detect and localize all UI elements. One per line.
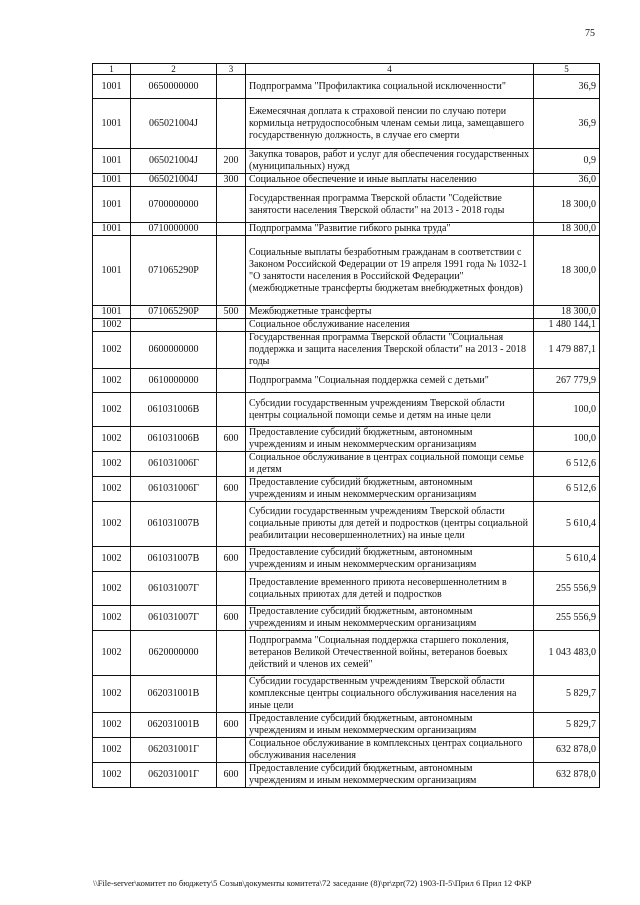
- cell-c4: Подпрограмма "Социальная поддержка семей с детьми": [246, 369, 534, 393]
- cell-c3: [217, 332, 246, 369]
- cell-c4: Предоставление субсидий бюджетным, автономным учреждениям и иным некоммерческим организациям: [246, 427, 534, 452]
- cell-c3: [217, 99, 246, 149]
- cell-c3: [217, 236, 246, 306]
- cell-c2: 061031007B: [131, 502, 217, 547]
- table-row: [93, 606, 600, 631]
- cell-c2: 061031007Г: [131, 572, 217, 606]
- cell-c5: 6 512,6: [534, 452, 600, 477]
- cell-c4: Субсидии государственным учреждениям Тверской области социальные приюты для детей и подростков (центры социальной реабилитации несовершеннолетних) на иные цели: [246, 502, 534, 547]
- cell-c5: 18 300,0: [534, 236, 600, 306]
- cell-c2: 0620000000: [131, 631, 217, 676]
- cell-c4: Предоставление субсидий бюджетным, автономным учреждениям и иным некоммерческим организациям: [246, 547, 534, 572]
- cell-c5: 0,9: [534, 149, 600, 174]
- cell-c5: 6 512,6: [534, 477, 600, 502]
- table-row: [93, 223, 600, 236]
- cell-c4: Социальное обслуживание населения: [246, 319, 534, 332]
- cell-c1: 1001: [93, 187, 131, 223]
- cell-c1: 1002: [93, 738, 131, 763]
- cell-c1: 1001: [93, 149, 131, 174]
- cell-c1: 1002: [93, 452, 131, 477]
- cell-c4: Социальное обеспечение и иные выплаты населению: [246, 174, 534, 187]
- cell-c3: 600: [217, 713, 246, 738]
- cell-c4: Социальное обслуживание в комплексных центрах социального обслуживания населения: [246, 738, 534, 763]
- cell-c4: Закупка товаров, работ и услуг для обеспечения государственных (муниципальных) нужд: [246, 149, 534, 174]
- cell-c4: Государственная программа Тверской области "Содействие занятости населения Тверской области" на 2013 - 2018 годы: [246, 187, 534, 223]
- cell-c4: Межбюджетные трансферты: [246, 306, 534, 319]
- cell-c4: Субсидии государственным учреждениям Тверской области центры социальной помощи семье и детям на иные цели: [246, 393, 534, 427]
- table-row: [93, 502, 600, 547]
- cell-c5: 18 300,0: [534, 187, 600, 223]
- table-row: [93, 763, 600, 788]
- cell-c5: 36,9: [534, 75, 600, 99]
- table-row: [93, 369, 600, 393]
- table-row: [93, 676, 600, 713]
- footer-file-path: \\File-server\комитет по бюджету\5 Созыв\документы комитета\72 заседание (8)\pr\zpr(72) 1903-П-5\Прил 6 Прил 12 ФКР: [93, 878, 532, 888]
- cell-c4: Государственная программа Тверской области "Социальная поддержка и защита населения Тверской области" на 2013 - 2018 годы: [246, 332, 534, 369]
- table-body: [93, 75, 600, 788]
- cell-c3: 600: [217, 477, 246, 502]
- cell-c3: 600: [217, 606, 246, 631]
- cell-c3: [217, 393, 246, 427]
- cell-c5: 18 300,0: [534, 223, 600, 236]
- table-row: [93, 713, 600, 738]
- cell-c3: [217, 319, 246, 332]
- cell-c5: 5 829,7: [534, 713, 600, 738]
- table-header-row: [93, 64, 600, 75]
- cell-c2: 0710000000: [131, 223, 217, 236]
- cell-c1: 1001: [93, 75, 131, 99]
- cell-c1: 1002: [93, 676, 131, 713]
- table-row: [93, 631, 600, 676]
- cell-c1: 1002: [93, 319, 131, 332]
- cell-c3: [217, 676, 246, 713]
- cell-c4: Предоставление субсидий бюджетным, автономным учреждениям и иным некоммерческим организациям: [246, 713, 534, 738]
- cell-c2: 0700000000: [131, 187, 217, 223]
- cell-c2: 065021004J: [131, 149, 217, 174]
- table-row: [93, 75, 600, 99]
- cell-c2: 061031006Г: [131, 477, 217, 502]
- table-row: [93, 99, 600, 149]
- cell-c5: 5 610,4: [534, 547, 600, 572]
- column-header-3: 3: [217, 64, 246, 75]
- cell-c3: 500: [217, 306, 246, 319]
- cell-c2: 071065290P: [131, 306, 217, 319]
- cell-c2: 061031006B: [131, 393, 217, 427]
- column-header-5: 5: [534, 64, 600, 75]
- column-header-1: 1: [93, 64, 131, 75]
- cell-c5: 632 878,0: [534, 763, 600, 788]
- cell-c3: [217, 452, 246, 477]
- cell-c4: Социальные выплаты безработным гражданам в соответствии с Законом Российской Федерации от 19 апреля 1991 года № 1032-1 "О занятости населения в Российской Федерации" (межбюджетные трансферты бюджетам внебюджетных фондов): [246, 236, 534, 306]
- cell-c3: [217, 572, 246, 606]
- cell-c1: 1001: [93, 223, 131, 236]
- cell-c2: 062031001Г: [131, 763, 217, 788]
- cell-c5: 632 878,0: [534, 738, 600, 763]
- cell-c4: Предоставление субсидий бюджетным, автономным учреждениям и иным некоммерческим организациям: [246, 606, 534, 631]
- cell-c1: 1002: [93, 631, 131, 676]
- cell-c3: 300: [217, 174, 246, 187]
- cell-c3: [217, 187, 246, 223]
- cell-c2: 0600000000: [131, 332, 217, 369]
- table-row: [93, 477, 600, 502]
- cell-c4: Предоставление временного приюта несовершеннолетним в социальных приютах для детей и подростков: [246, 572, 534, 606]
- cell-c3: 600: [217, 547, 246, 572]
- cell-c4: Предоставление субсидий бюджетным, автономным учреждениям и иным некоммерческим организациям: [246, 477, 534, 502]
- table-row: [93, 236, 600, 306]
- cell-c3: [217, 631, 246, 676]
- cell-c4: Подпрограмма "Социальная поддержка старшего поколения, ветеранов Великой Отечественной войны, ветеранов боевых действий и членов их семей": [246, 631, 534, 676]
- cell-c5: 36,9: [534, 99, 600, 149]
- cell-c2: 062031001B: [131, 713, 217, 738]
- cell-c4: Социальное обслуживание в центрах социальной помощи семье и детям: [246, 452, 534, 477]
- cell-c5: 267 779,9: [534, 369, 600, 393]
- table-row: [93, 427, 600, 452]
- cell-c1: 1002: [93, 763, 131, 788]
- cell-c5: 5 829,7: [534, 676, 600, 713]
- table-row: [93, 572, 600, 606]
- cell-c2: [131, 319, 217, 332]
- cell-c2: 062031001Г: [131, 738, 217, 763]
- table-row: [93, 547, 600, 572]
- cell-c2: 061031007B: [131, 547, 217, 572]
- cell-c5: 1 480 144,1: [534, 319, 600, 332]
- table-row: [93, 332, 600, 369]
- cell-c1: 1002: [93, 606, 131, 631]
- table-row: [93, 187, 600, 223]
- cell-c1: 1002: [93, 572, 131, 606]
- cell-c2: 071065290P: [131, 236, 217, 306]
- cell-c1: 1002: [93, 547, 131, 572]
- cell-c4: Ежемесячная доплата к страховой пенсии по случаю потери кормильца нетрудоспособным членам семьи лица, замещавшего государственную должность, в случае его смерти: [246, 99, 534, 149]
- cell-c1: 1002: [93, 477, 131, 502]
- cell-c3: 200: [217, 149, 246, 174]
- cell-c5: 1 043 483,0: [534, 631, 600, 676]
- cell-c3: [217, 738, 246, 763]
- cell-c1: 1002: [93, 713, 131, 738]
- cell-c5: 5 610,4: [534, 502, 600, 547]
- cell-c1: 1002: [93, 332, 131, 369]
- cell-c1: 1001: [93, 174, 131, 187]
- cell-c1: 1002: [93, 369, 131, 393]
- cell-c2: 062031001B: [131, 676, 217, 713]
- cell-c2: 065021004J: [131, 99, 217, 149]
- table-row: [93, 738, 600, 763]
- table-row: [93, 149, 600, 174]
- cell-c2: 065021004J: [131, 174, 217, 187]
- cell-c2: 061031007Г: [131, 606, 217, 631]
- cell-c2: 0610000000: [131, 369, 217, 393]
- cell-c5: 255 556,9: [534, 572, 600, 606]
- table-row: [93, 452, 600, 477]
- cell-c4: Предоставление субсидий бюджетным, автономным учреждениям и иным некоммерческим организациям: [246, 763, 534, 788]
- cell-c2: 061031006B: [131, 427, 217, 452]
- column-header-4: 4: [246, 64, 534, 75]
- table-row: [93, 319, 600, 332]
- cell-c3: [217, 502, 246, 547]
- cell-c1: 1002: [93, 427, 131, 452]
- cell-c3: 600: [217, 763, 246, 788]
- cell-c1: 1002: [93, 502, 131, 547]
- table-row: [93, 306, 600, 319]
- cell-c5: 100,0: [534, 427, 600, 452]
- cell-c1: 1001: [93, 306, 131, 319]
- cell-c3: [217, 223, 246, 236]
- cell-c5: 255 556,9: [534, 606, 600, 631]
- table-row: [93, 174, 600, 187]
- cell-c5: 100,0: [534, 393, 600, 427]
- page-number: 75: [585, 28, 595, 39]
- cell-c1: 1002: [93, 393, 131, 427]
- cell-c3: [217, 369, 246, 393]
- cell-c1: 1001: [93, 236, 131, 306]
- cell-c5: 1 479 887,1: [534, 332, 600, 369]
- column-header-2: 2: [131, 64, 217, 75]
- cell-c2: 0650000000: [131, 75, 217, 99]
- cell-c5: 18 300,0: [534, 306, 600, 319]
- budget-table: [92, 63, 600, 788]
- cell-c3: 600: [217, 427, 246, 452]
- cell-c4: Субсидии государственным учреждениям Тверской области комплексные центры социального обслуживания населения на иные цели: [246, 676, 534, 713]
- cell-c4: Подпрограмма "Профилактика социальной исключенности": [246, 75, 534, 99]
- cell-c2: 061031006Г: [131, 452, 217, 477]
- cell-c3: [217, 75, 246, 99]
- cell-c5: 36,0: [534, 174, 600, 187]
- cell-c1: 1001: [93, 99, 131, 149]
- cell-c4: Подпрограмма "Развитие гибкого рынка труда": [246, 223, 534, 236]
- table-row: [93, 393, 600, 427]
